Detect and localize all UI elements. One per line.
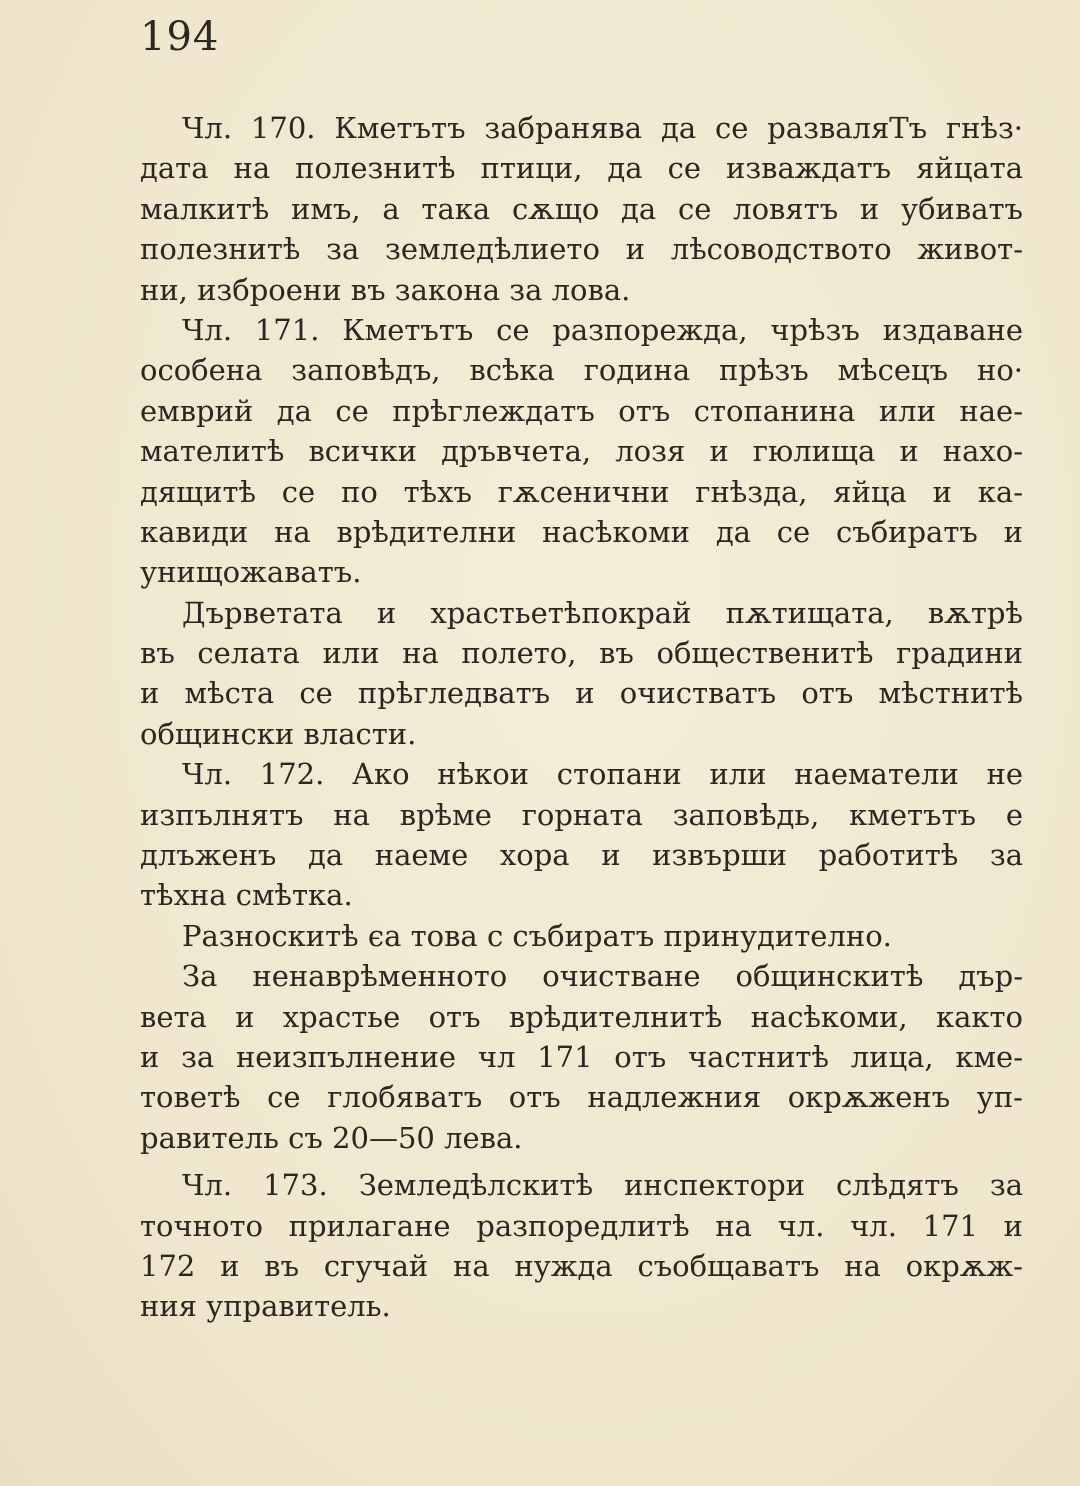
text-line: товетѣ се глобяватъ отъ надлежния окрѫженъ уп- bbox=[140, 1080, 1023, 1115]
text-line: общински власти. bbox=[140, 716, 417, 751]
text-line: Разноскитѣ єа това с събиратъ принудително. bbox=[182, 918, 892, 953]
text-line: емврий да се прѣглеждатъ отъ стопанина или нае- bbox=[140, 393, 1023, 428]
page-number: 194 bbox=[140, 14, 220, 60]
text-line: и мѣста се прѣгледватъ и очистватъ отъ мѣстнитѣ bbox=[140, 676, 1023, 711]
text-line: дата на полезнитѣ птици, да се изваждатъ яйцата bbox=[140, 151, 1023, 186]
text-line: изпълнятъ на врѣме горната заповѣдь, кметътъ е bbox=[140, 797, 1023, 832]
text-line: въ селата или на полето, въ общественитѣ градини bbox=[140, 636, 1023, 671]
paragraph-gap bbox=[140, 1158, 1023, 1165]
text-line: полезнитѣ за земледѣлието и лѣсоводството живот- bbox=[140, 232, 1023, 267]
text-line: Чл. 173. Земледѣлскитѣ инспектори слѣдятъ за bbox=[182, 1168, 1023, 1203]
text-line: точното прилагане разпоредлитѣ на чл. чл. 171 и bbox=[140, 1208, 1023, 1243]
text-line: тѣхна смѣтка. bbox=[140, 878, 353, 913]
text-line: мателитѣ всички дръвчета, лозя и гюлища и нахо- bbox=[140, 434, 1023, 469]
text-line: равитель съ 20—50 лева. bbox=[140, 1120, 523, 1155]
text-line: особена заповѣдъ, всѣка година прѣзъ мѣсецъ но· bbox=[140, 353, 1023, 388]
text-line: и за неизпълнение чл 171 отъ частнитѣ лица, кме- bbox=[140, 1039, 1023, 1074]
text-line: ния управитель. bbox=[140, 1289, 391, 1324]
text-line: малкитѣ имъ, а така сѫщо да се ловятъ и убиватъ bbox=[140, 191, 1023, 226]
text-line: ни, изброени въ закона за лова. bbox=[140, 272, 631, 307]
text-line: 172 и въ сгучай на нужда съобщаватъ на окрѫж- bbox=[140, 1248, 1023, 1283]
text-line: унищожаватъ. bbox=[140, 555, 362, 590]
text-line: дящитѣ се по тѣхъ гѫсенични гнѣзда, яйца и ка- bbox=[140, 474, 1023, 509]
text-line: Чл. 172. Ако нѣкои стопани или наематели не bbox=[182, 757, 1023, 792]
text-line: кавиди на врѣдителни насѣкоми да се събиратъ и bbox=[140, 514, 1023, 549]
text-line: Чл. 171. Кметътъ се разпорежда, чрѣзъ издаване bbox=[182, 312, 1023, 347]
text-line: Дърветата и храстьетѣпокрай пѫтищата, вѫтрѣ bbox=[182, 595, 1023, 630]
text-line: За ненаврѣменното очистване общинскитѣ дър- bbox=[182, 959, 1023, 994]
page-body bbox=[140, 108, 1023, 1327]
text-line: Чл. 170. Кметътъ забранява да се разваляТъ гнѣз· bbox=[182, 111, 1023, 145]
text-line: вета и храстье отъ врѣдителнитѣ насѣкоми, както bbox=[140, 999, 1023, 1034]
text-line: длъженъ да наеме хора и извърши работитѣ за bbox=[140, 838, 1023, 873]
